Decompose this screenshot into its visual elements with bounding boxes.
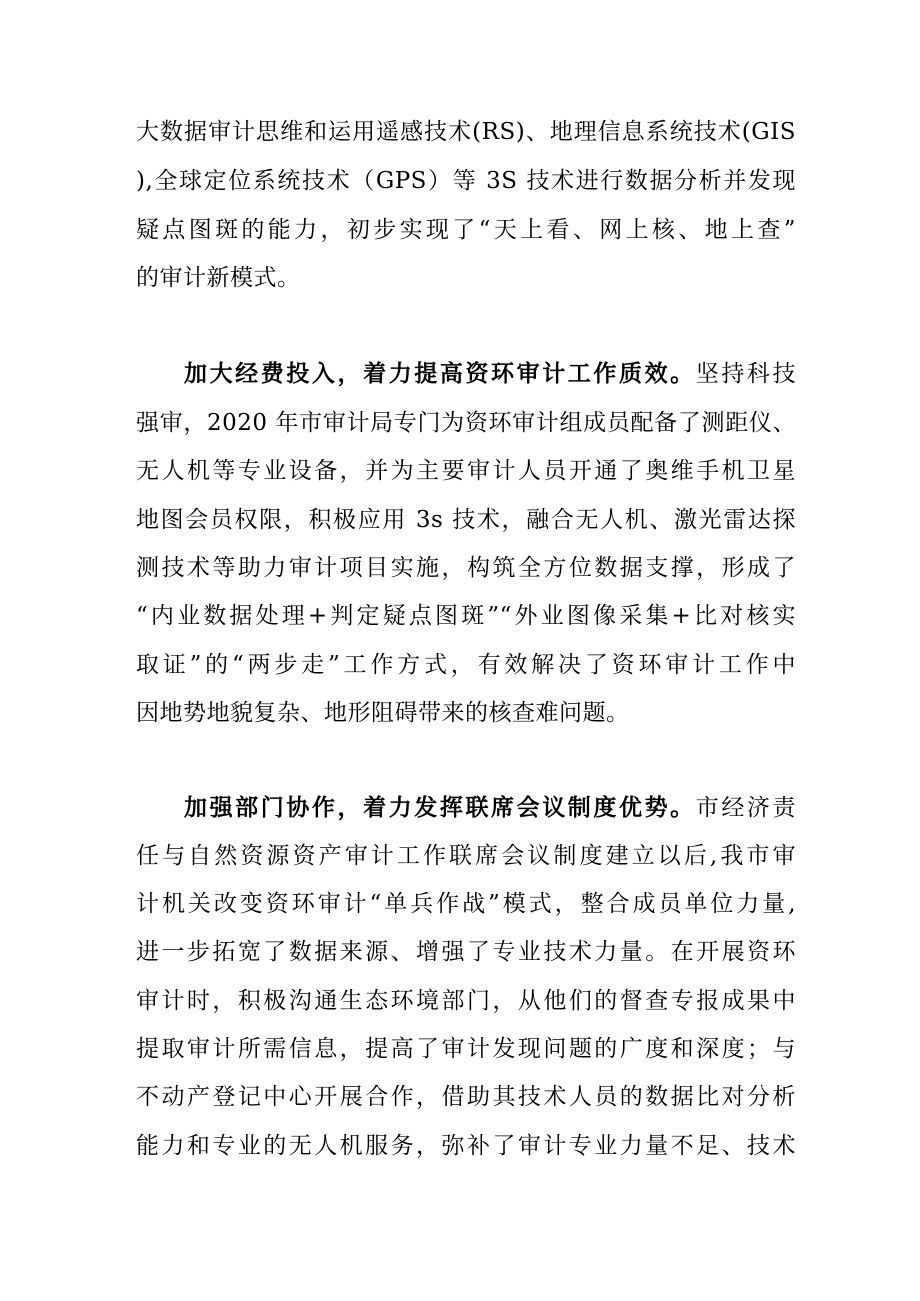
paragraph-3-line-7: 不动产登记中心开展合作，借助其技术人员的数据比对分析: [136, 1084, 796, 1110]
paragraph-2-line-6: “内业数据处理+判定疑点图斑”“外业图像采集+比对核实: [136, 603, 796, 629]
paragraph-2-line-5: 测技术等助力审计项目实施，构筑全方位数据支撑，形成了: [136, 555, 796, 581]
paragraph-2-line-4: 地图会员权限，积极应用 3s 技术，融合无人机、激光雷达探: [136, 507, 796, 533]
paragraph-2-line-3: 无人机等专业设备，并为主要审计人员开通了奥维手机卫星: [136, 458, 796, 484]
paragraph-3-line-5: 审计时，积极沟通生态环境部门，从他们的督查专报成果中: [136, 988, 796, 1014]
paragraph-2-first-line: [184, 356, 796, 392]
paragraph-2-line-7: 取证”的“两步走”工作方式，有效解决了资环审计工作中: [136, 652, 796, 678]
paragraph-3-heading: 加强部门协作，着力发挥联席会议制度优势。: [184, 795, 696, 821]
paragraph-3-line-6: 提取审计所需信息，提高了审计发现问题的广度和深度；与: [136, 1036, 796, 1062]
paragraph-3-first-rest: 市经济责: [695, 795, 796, 821]
paragraph-1-line-4: 的审计新模式。: [136, 265, 301, 291]
paragraph-2-line-2: 强审，2020 年市审计局专门为资环审计组成员配备了测距仪、: [136, 410, 796, 436]
paragraph-3-line-4: 进一步拓宽了数据来源、增强了专业技术力量。在开展资环: [136, 939, 796, 965]
paragraph-3-first-line: [184, 790, 796, 826]
paragraph-2-first-rest: 坚持科技: [695, 361, 796, 387]
paragraph-1-line-3: 疑点图斑的能力，初步实现了“天上看、网上核、地上查”: [136, 217, 796, 243]
paragraph-3-line-3: 计机关改变资环审计“单兵作战”模式，整合成员单位力量,: [136, 891, 796, 917]
paragraph-1-line-1: 大数据审计思维和运用遥感技术(RS)、地理信息系统技术(GIS: [136, 119, 796, 145]
paragraph-1-line-2: ),全球定位系统技术（GPS）等 3S 技术进行数据分析并发现: [136, 168, 796, 194]
paragraph-2-line-8: 因地势地貌复杂、地形阻碍带来的核查难问题。: [136, 700, 630, 726]
paragraph-3-line-2: 任与自然资源资产审计工作联席会议制度建立以后,我市审: [136, 843, 796, 869]
paragraph-3-line-8: 能力和专业的无人机服务，弥补了审计专业力量不足、技术: [136, 1133, 796, 1159]
paragraph-2-heading: 加大经费投入，着力提高资环审计工作质效。: [184, 361, 696, 387]
